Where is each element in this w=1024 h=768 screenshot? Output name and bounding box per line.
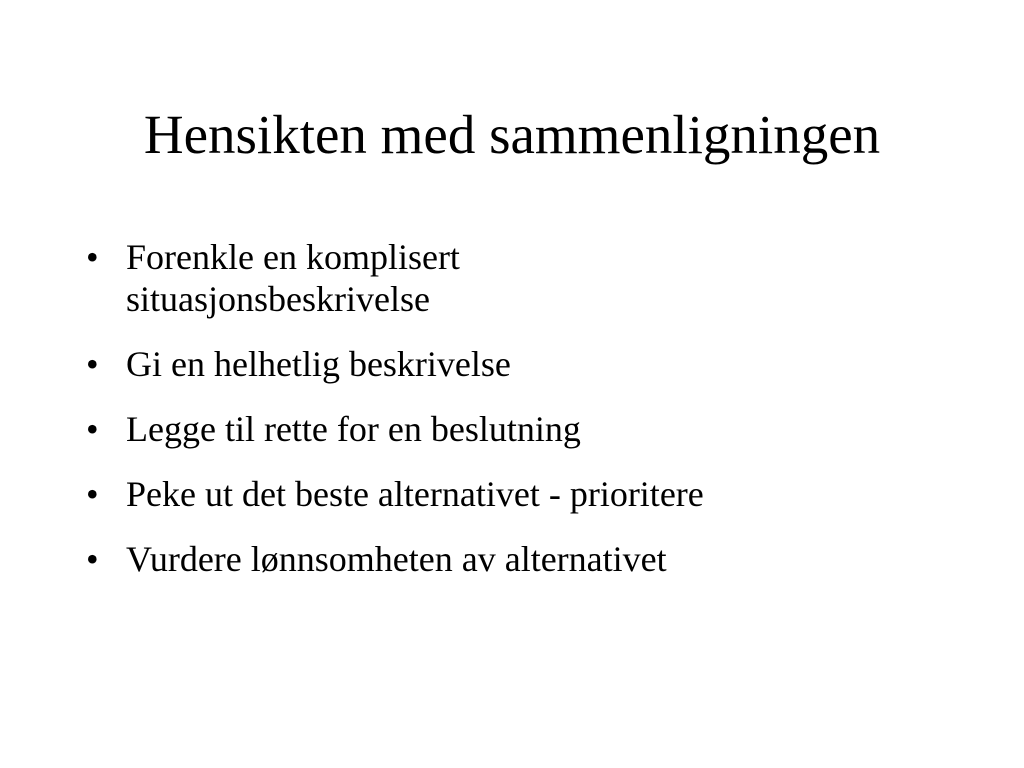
bullet-item — [86, 538, 946, 580]
slide-title: Hensikten med sammenligningen — [143, 104, 881, 165]
bullet-mark: • — [86, 344, 99, 384]
bullet-text: Gi en helhetlig beskrivelse — [126, 344, 511, 384]
bullet-text: Forenkle en komplisert — [126, 237, 460, 277]
bullet-item — [86, 408, 946, 450]
bullet-text: Vurdere lønnsomheten av alternativet — [126, 539, 667, 579]
bullet-text: Peke ut det beste alternativet - prioritere — [126, 474, 704, 514]
bullet-text-continued: situasjonsbeskrivelse — [126, 279, 430, 319]
bullet-item — [86, 343, 946, 385]
bullet-mark: • — [86, 474, 99, 514]
bullet-mark: • — [86, 539, 99, 579]
bullet-mark: • — [86, 409, 99, 449]
bullet-item — [86, 236, 946, 320]
bullet-list — [86, 236, 946, 603]
bullet-mark: • — [86, 237, 99, 277]
bullet-item — [86, 473, 946, 515]
bullet-text: Legge til rette for en beslutning — [126, 409, 581, 449]
